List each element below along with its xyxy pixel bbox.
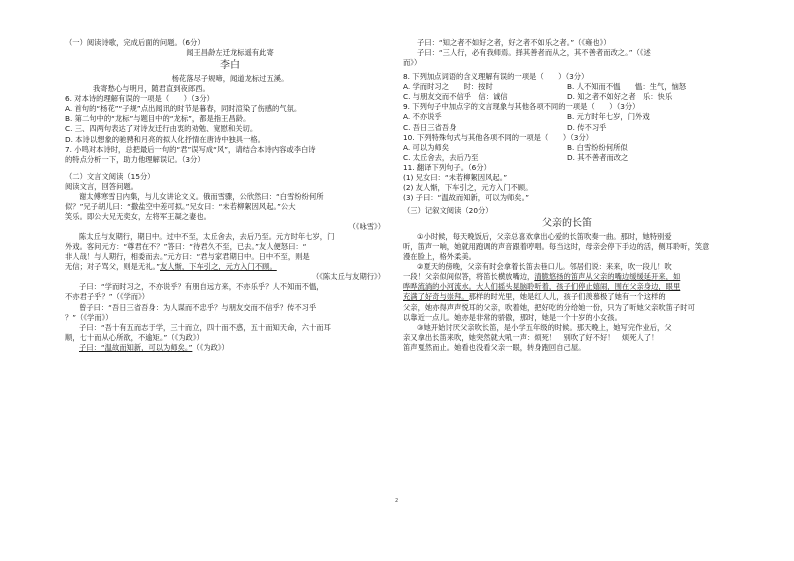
passage-line: 似？”兄子胡儿曰：“撒盐空中差可拟。”兄女曰：“未若柳絮因风起。”公大	[65, 201, 296, 211]
story-line: ②夏天的傍晚，父亲有时会拿着长笛去巷口儿。邻居们说：来来，吹一段儿！吹	[417, 262, 672, 272]
story-line	[403, 292, 731, 302]
options-row	[403, 112, 731, 122]
right-column	[403, 38, 731, 353]
question-9: 9. 下列句子中加点字的文言现象与其他各项不同的一项是（ ）（3分）	[403, 102, 640, 112]
story-line: 笛声戛然而止。她看也没看父亲一眼，转身跑回自己屋。	[403, 342, 586, 352]
options-row	[403, 153, 731, 163]
option-b: B. 人不知而不愠 愠：生气，恼怒	[567, 82, 687, 92]
option-c: C. 三、四两句表达了对诗友迁行由衷的劝勉、宽慰和关切。	[65, 124, 258, 134]
passage-line: 陈太丘与友期行，期日中。过中不至，太丘舍去，去后乃至。元方时年七岁，门	[79, 232, 335, 242]
source: （《咏雪》）	[348, 222, 385, 231]
question-10: 10. 下列特殊句式与其他各项不同的一项是（ ）（3分）	[403, 132, 594, 142]
option-d: D. 本诗以想象的驰骋和月亮的拟人化抒情在唐诗中独具一格。	[65, 134, 265, 144]
underlined-sentence: 清脆悠扬的笛声从父亲的嘴边缓缓延开来，如	[534, 272, 681, 282]
option-c: C. 与朋友交而不信乎 信：诚信	[403, 92, 508, 102]
option-d: D. 传不习乎	[567, 122, 607, 132]
story-line: ③她开始讨厌父亲吹长笛，是小学五年级的时候。那天晚上，她写完作业后，父	[417, 322, 672, 332]
section-title: （三）记叙文阅读（20分）	[403, 206, 493, 215]
section-title: （二）文言文阅读（15分）	[65, 171, 155, 181]
story-line: ①小时候，每天晚饭后，父亲总喜欢拿出心爱的长笛吹奏一曲。那时，她特别爱	[417, 232, 672, 242]
story-line	[403, 272, 731, 282]
passage-line: 曾子曰：“吾日三省吾身：为人谋而不忠乎？与朋友交而不信乎？传不习乎	[79, 302, 317, 312]
question-6: 6. 对本诗的理解有误的一项是（ ）（3分）	[65, 94, 214, 104]
story-title: 父亲的长笛	[542, 218, 592, 230]
question-7-cont: 的特点分析一下，助力他理解误记。（3分）	[65, 154, 205, 164]
poem-line: 我寄愁心与明月，随君直到夜郎西。	[93, 84, 210, 94]
passage-line: 不亦君子乎？”（《学而》）	[65, 292, 150, 302]
passage-line: 非人哉！与人期行，相委而去。”元方曰：“君与家君期日中。日中不至，则是	[65, 252, 310, 262]
story-line: 听，笛声一响，她就用跑调的声音跟着哼唱。每当这时，母亲会停下手边的活，侧耳聆听，笑意	[403, 242, 710, 252]
passage-line: 子曰：“学而时习之，不亦说乎？有朋自远方来，不亦乐乎？人不知而不愠，	[79, 282, 324, 292]
left-column	[65, 38, 395, 353]
passage-line: 谢太傅寒雪日内集，与儿女讲论文义。俄而雪骤，公欣然曰：“白雪纷纷何所	[79, 191, 324, 201]
passage-text: 无信；对子骂父，则是无礼。”	[65, 262, 160, 272]
options-row	[403, 82, 731, 92]
section-title: （一）阅读诗歌，完成后面的问题。（6分）	[65, 38, 205, 47]
option-b: B. 元方时年七岁，门外戏	[567, 112, 650, 122]
story-line: 以靠近一点儿。她亦是非常的骄傲，那时，她是一个十岁的小女孩。	[403, 312, 622, 322]
option-a: A. 可以为师矣	[403, 142, 449, 152]
underlined-sentence: 充满了好奇与崇拜。	[403, 292, 469, 302]
option-c: C. 吾日三省吾身	[403, 122, 457, 132]
passage-line	[65, 262, 395, 272]
poem-line: 杨花落尽子规啼，闻道龙标过五溪。	[171, 74, 289, 84]
story-text: 那样的时光里，她是红人儿，孩子们羡慕极了她有一个这样的	[468, 292, 666, 302]
story-line: 亲又拿出长笛来吹，她突然就大吼一声：烦死！ 别吹了好不好！ 烦死人了！	[403, 332, 659, 342]
story-line: 漫在脸上，格外柔美。	[403, 252, 476, 262]
option-b: B. 白雪纷纷何所似	[567, 142, 628, 152]
story-line: 父亲，她亦得声声悦耳的父亲，吹着她，把好吃的分给她一份，只为了听她父亲吹笛子时可	[403, 302, 695, 312]
passage-line: 外戏。客问元方：“尊君在不？”答曰：“待君久不至，已去。”友人便怒曰：“	[65, 242, 307, 252]
underlined-sentence: 子曰：“温故而知新，可以为师矣。”	[79, 342, 193, 352]
translate-item: (2) 友人惭，下车引之，元方入门不顾。	[403, 182, 533, 192]
question-8: 8. 下列加点词语的含义理解有误的一项是（ ）（3分）	[403, 72, 589, 82]
passage-line: 子曰：“知之者不如好之者，好之者不如乐之者。”（《雍也》）	[417, 38, 611, 47]
passage-line: 子曰：“三人行，必有我师焉。择其善者而从之，其不善者而改之。”（《述	[417, 48, 651, 58]
translate-item: (1) 兄女曰：“未若柳絮因风起。”	[403, 172, 508, 182]
instruction: 阅读文言，回答问题。	[65, 181, 138, 191]
underlined-sentence: 友人惭，下车引之，元方入门不顾。	[160, 262, 277, 272]
option-d: D. 其不善者而改之	[567, 152, 629, 162]
translate-item: (3) 子曰：“温故而知新，可以为师矣。”	[403, 192, 530, 202]
passage-line: 顺，七十而从心所欲，不逾矩。”（《为政》）	[65, 332, 204, 342]
passage-line: 而》）	[403, 58, 422, 68]
story-text: 一段！父亲似间似答，将笛长横放嘴边，	[403, 272, 535, 282]
underlined-sentence: 哗哗流淌的小河流水。大人们摇头晃脑聆听着，孩子们停止嬉闹，围在父亲身边，眼里	[403, 282, 681, 292]
poem-title: 闻王昌龄左迁龙标遥有此寄	[186, 48, 274, 58]
passage-line: ？”（《学而》）	[65, 312, 113, 322]
source: （《陈太丘与友期行》）	[312, 272, 385, 282]
options-row	[403, 123, 731, 133]
option-a: A. 不亦说乎	[403, 112, 442, 122]
option-c: C. 太丘舍去，去后乃至	[403, 152, 479, 162]
option-b: B. 第二句中的“龙标”与题目中的“龙标”，都是指王昌龄。	[65, 114, 251, 124]
page-number: 2	[395, 498, 399, 504]
question-7: 7. 小鸣对本诗时，总把最后一句的“君”误写成“风”，请结合本诗内容或李白诗	[65, 144, 316, 154]
question-11: 11. 翻译下列句子。（6分）	[403, 162, 491, 172]
option-a: A. 首句的“杨花”“子规”点出闻讯的时节是暮春，同时渲染了伤感的气氛。	[65, 104, 302, 114]
source: （《为政》）	[192, 342, 229, 352]
options-row	[403, 92, 731, 102]
passage-line: 子曰：“吾十有五而志于学，三十而立，四十而不惑，五十而知天命，六十而耳	[79, 322, 331, 332]
poem-author: 李白	[220, 60, 240, 72]
options-row	[403, 143, 731, 153]
passage-line: 笑乐。即公大兄无奕女，左将军王凝之妻也。	[65, 211, 211, 221]
option-a: A. 学而时习之 时：按时	[403, 82, 493, 92]
passage-line	[65, 343, 395, 353]
option-d: D. 知之者不如好之者 乐：快乐	[567, 92, 673, 102]
